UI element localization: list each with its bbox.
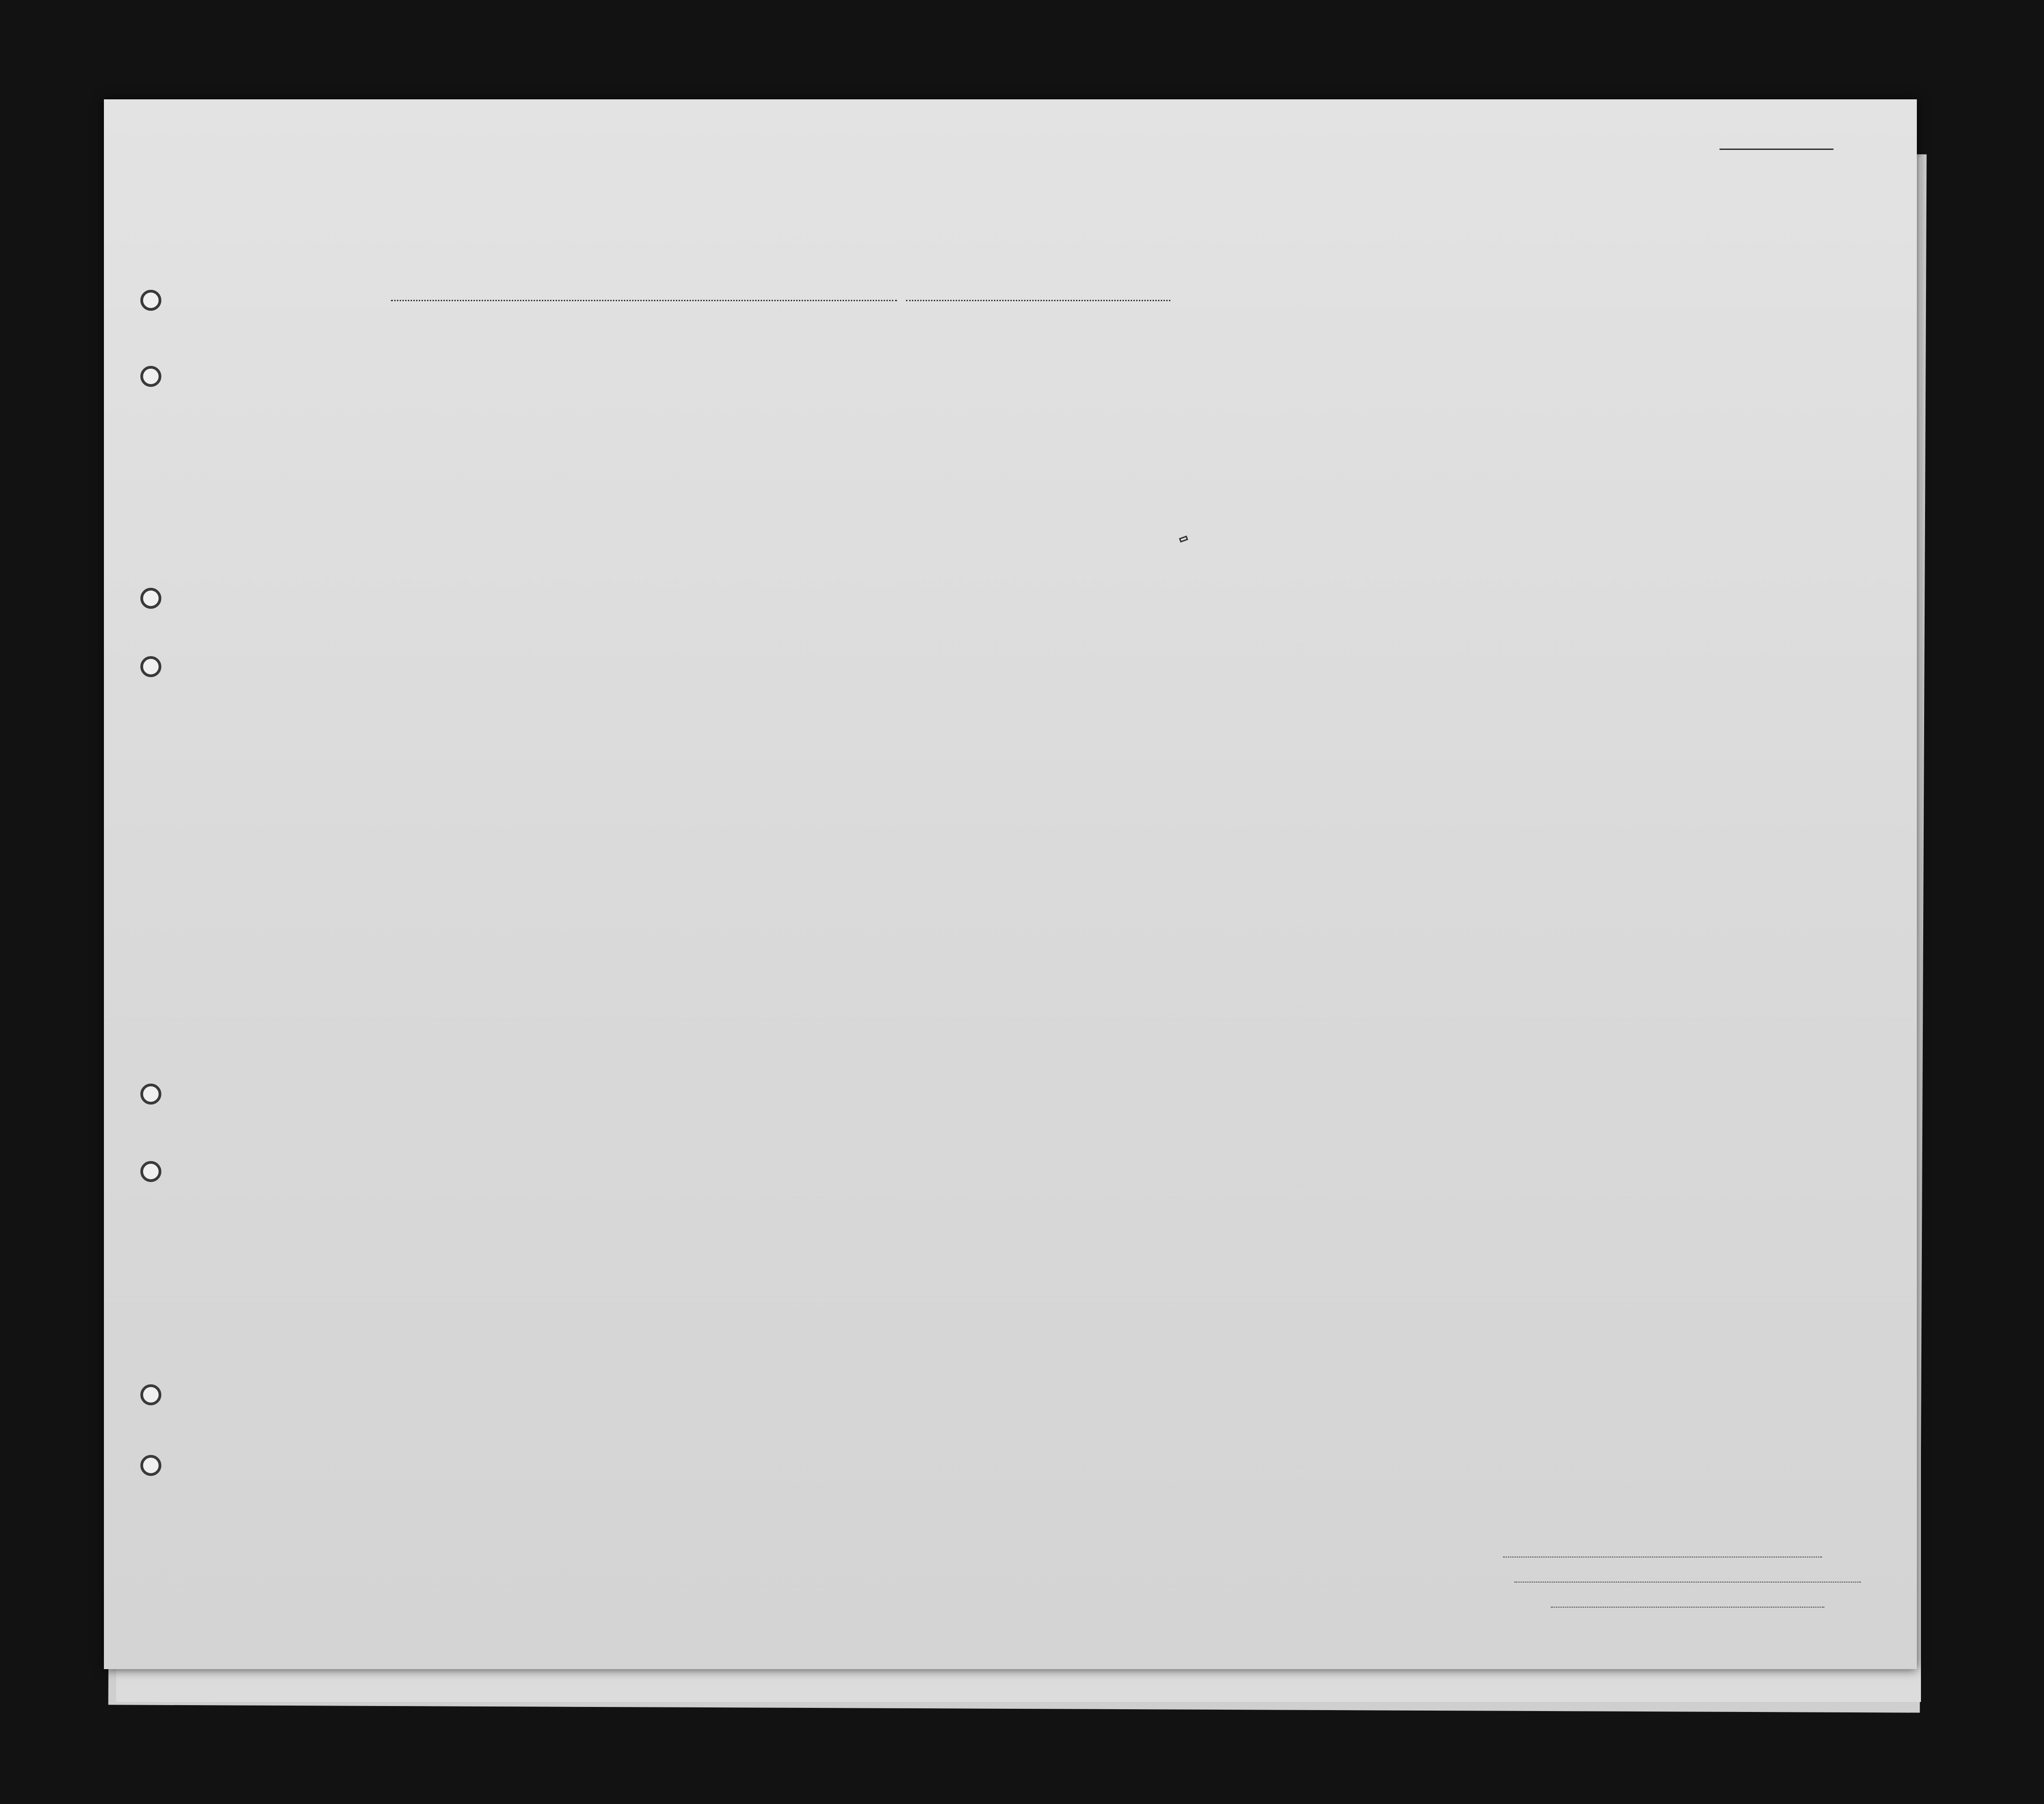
owners-value — [1514, 1582, 1861, 1583]
agents-value — [1551, 1607, 1824, 1608]
manifest-sheet — [104, 99, 1917, 1669]
form-grid — [104, 99, 1917, 1669]
